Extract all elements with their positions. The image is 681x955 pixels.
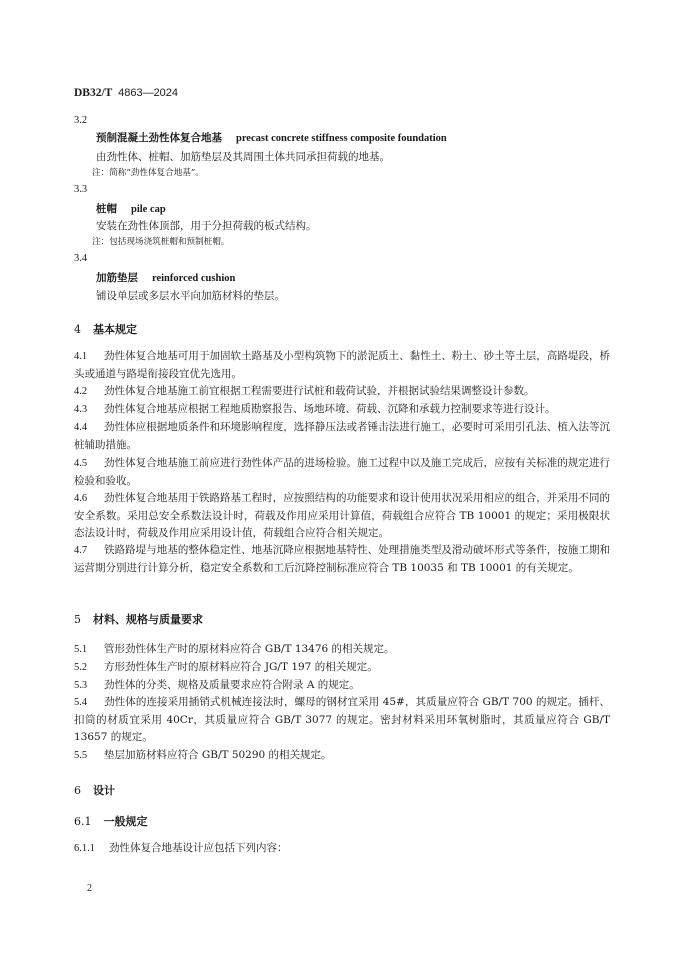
page-number: 2	[87, 883, 92, 894]
clause-paragraph	[74, 542, 610, 577]
term-definition: 铺设单层或多层水平向加筋材料的垫层。	[96, 290, 285, 302]
section-number: 4	[74, 323, 81, 336]
term-title	[96, 201, 166, 216]
section-heading	[74, 782, 115, 798]
clause-number: 4.1	[74, 351, 88, 362]
term-definition: 安装在劲性体顶部，用于分担荷载的板式结构。	[96, 220, 317, 232]
term-note: 注：包括现场浇筑桩帽和预制桩帽。	[92, 237, 230, 247]
term-en: precast concrete stiffness composite foundation	[236, 133, 447, 144]
clause-paragraph	[74, 677, 610, 695]
clause-paragraph	[74, 455, 610, 490]
section-number: 5	[74, 613, 81, 626]
clause-number: 5.3	[74, 680, 88, 691]
clause-number: 5.1	[74, 644, 88, 655]
section-heading	[74, 321, 137, 337]
clause-text: 劲性体的连接采用插销式机械连接法时，螺母的钢材宜采用 45#，其质量应符合 GB/T 700 的规定。插杆、扣筒的材质宜采用 40Cr，其质量应符合 GB/T 3077 的规定。密封材料采用环氧树脂时，其质量应符合 GB/T 13657 的规定。	[74, 696, 610, 743]
clause-text: 劲性体复合地基施工前宜根据工程需要进行试桩和载荷试验，并根据试验结果调整设计参数。	[104, 385, 535, 397]
term-zh: 桩帽	[96, 203, 117, 215]
clause-number: 4.2	[74, 386, 88, 397]
subsection-title: 一般规定	[103, 815, 148, 828]
clause-text: 劲性体复合地基用于铁路路基工程时，应按照结构的功能要求和设计使用状况采用相应的组合，并采用不同的安全系数。采用总安全系数法设计时，荷载及作用应采用计算值，荷载组合应符合 TB 10001 的规定；采用极限状态法设计时，荷载及作用应采用设计值，荷载组合应符合相关规定。	[74, 492, 610, 539]
subsection-heading	[74, 813, 148, 829]
clause-text: 劲性体复合地基施工前应进行劲性体产品的进场检验。施工过程中以及施工完成后，应按有关标准的规定进行检验和验收。	[74, 457, 610, 487]
section-title: 设计	[93, 784, 115, 797]
clause-paragraph	[74, 641, 610, 659]
clause-paragraph	[74, 383, 610, 401]
term-en: reinforced cushion	[152, 273, 236, 284]
clause-number: 4.3	[74, 404, 88, 415]
clause-paragraph	[74, 419, 610, 454]
clause-number: 6.1.1	[74, 843, 95, 854]
term-definition: 由劲性体、桩帽、加筋垫层及其周围土体共同承担荷载的地基。	[96, 151, 390, 163]
clause-text: 劲性体的分类、规格及质量要求应符合附录 A 的规定。	[104, 679, 360, 691]
term-title	[96, 130, 447, 145]
clause-text: 劲性体复合地基设计应包括下列内容：	[109, 842, 288, 854]
clause-number: 5.4	[74, 697, 88, 708]
clause-text: 劲性体复合地基可用于加固软土路基及小型构筑物下的淤泥质土、黏性土、粉土、砂土等土层，高路堤段，桥头或通道与路堤衔接段宜优先选用。	[74, 350, 610, 380]
section-title: 基本规定	[93, 323, 137, 336]
standard-number: 4863—2024	[118, 87, 179, 99]
standard-prefix: DB32/T	[74, 87, 113, 99]
term-zh: 加筋垫层	[96, 272, 138, 284]
clause-number: 4.6	[74, 493, 88, 504]
subsection-number: 6.1	[74, 815, 92, 828]
clause-text: 管形劲性体生产时的原材料应符合 GB/T 13476 的相关规定。	[104, 643, 395, 655]
clause-text: 垫层加筋材料应符合 GB/T 50290 的相关规定。	[104, 749, 332, 761]
clause-number: 3.4	[74, 253, 88, 264]
clause-number: 5.2	[74, 662, 88, 673]
section-number: 6	[74, 784, 81, 797]
clause-number: 4.7	[74, 545, 88, 556]
clause-paragraph	[74, 694, 610, 747]
clause-number: 4.5	[74, 458, 88, 469]
clause-number: 3.2	[74, 115, 88, 126]
section-heading	[74, 611, 203, 627]
clause-paragraph	[74, 659, 610, 677]
clause-paragraph	[74, 401, 610, 419]
document-header	[74, 87, 178, 99]
clause-number: 5.5	[74, 750, 88, 761]
clause-paragraph	[74, 490, 610, 543]
clause-text: 方形劲性体生产时的原材料应符合 JG/T 197 的相关规定。	[104, 661, 378, 673]
clause-text: 劲性体应根据地质条件和环境影响程度，选择静压法或者锤击法进行施工，必要时可采用引孔法、植入法等沉桩辅助措施。	[74, 421, 610, 451]
clause-paragraph	[74, 840, 288, 855]
clause-number: 3.3	[74, 184, 88, 195]
section-title: 材料、规格与质量要求	[93, 613, 203, 626]
term-zh: 预制混凝土劲性体复合地基	[96, 132, 222, 144]
term-title	[96, 270, 235, 285]
term-note: 注：简称“劲性体复合地基”。	[92, 168, 204, 178]
clause-paragraph	[74, 348, 610, 383]
clause-text: 劲性体复合地基应根据工程地质勘察报告、场地环境、荷载、沉降和承载力控制要求等进行设计。	[104, 403, 556, 415]
term-en: pile cap	[131, 204, 166, 215]
clause-text: 铁路路堤与地基的整体稳定性、地基沉降应根据地基特性、处理措施类型及滑动破坏形式等条件，按施工期和运营期分别进行计算分析，稳定安全系数和工后沉降控制标准应符合 TB 10035 和 TB 10001 的有关规定。	[74, 544, 610, 574]
clause-number: 4.4	[74, 422, 88, 433]
clause-paragraph	[74, 747, 610, 765]
